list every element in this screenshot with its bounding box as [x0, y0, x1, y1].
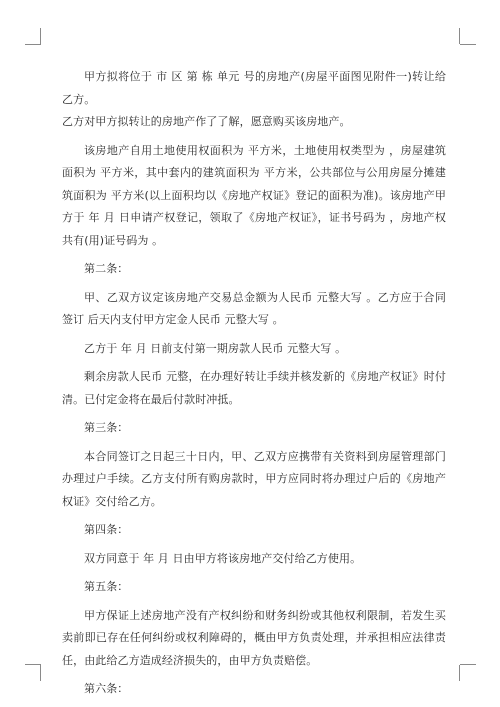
crop-mark-top-right: [460, 44, 476, 45]
paragraph: 乙方对甲方拟转让的房地产作了了解，愿意购买该房地产。: [62, 115, 351, 128]
paragraph: 甲、乙双方议定该房地产交易总金额为人民币 元整大写 。乙方应于合同签订 后天内支付甲方定金人民币 元整大写 。: [62, 290, 446, 326]
paragraph: 剩余房款人民币 元整，在办理好转让手续并核发新的《房地产权证》时付清。已付定金将在最后付款时冲抵。: [62, 370, 446, 406]
crop-mark-bottom-left: [40, 665, 41, 681]
crop-mark-bottom-right: [460, 664, 476, 665]
crop-mark-top-left: [40, 28, 41, 44]
paragraph: 乙方于 年 月 日前支付第一期房款人民币 元整大写 。: [84, 341, 347, 355]
paragraph: 本合同签订之日起三十日内，甲、乙双方应携带有关资料到房屋管理部门办理过户手续。乙方支付所有购房款时，甲方应同时将办理过户后的《房地产权证》交付给乙方。: [62, 449, 446, 508]
section-heading: 第六条：: [84, 682, 129, 695]
crop-mark-bottom-left: [25, 664, 41, 665]
crop-mark-top-left: [25, 44, 41, 45]
paragraph: 甲方拟将位于 市 区 第 栋 单元 号的房地产(房屋平面图见附件一)转让给乙方。: [62, 70, 446, 106]
crop-mark-bottom-right: [459, 665, 460, 681]
paragraph: 甲方保证上述房地产没有产权纠纷和财务纠纷或其他权利限制，若发生买卖前即已存在任何纠纷或权利障碍的，概由甲方负责处理，并承担相应法律责任，由此给乙方造成经济损失的，由甲方负责赔偿。: [62, 608, 446, 667]
paragraph: 该房地产自用土地使用权面积为 平方米，土地使用权类型为 ，房屋建筑面积为 平方米，其中套内的建筑面积为 平方米，公共部位与公用房屋分摊建筑面积为 平方米(以上面积均以《房地产权证》登记的面积为准)。该房地产甲方于 年 月 日申请产权登记，领取了《房地产权证》，证书号码为 ，房地产权共有(用)证号码为 。: [62, 143, 446, 247]
section-heading: 第三条：: [84, 421, 129, 434]
crop-mark-top-right: [459, 28, 460, 44]
section-heading: 第五条：: [84, 580, 129, 593]
document-body: [62, 66, 446, 701]
section-heading: 第二条：: [84, 262, 129, 275]
section-heading: 第四条：: [84, 523, 129, 536]
paragraph: 双方同意于 年 月 日由甲方将该房地产交付给乙方使用。: [84, 551, 362, 565]
